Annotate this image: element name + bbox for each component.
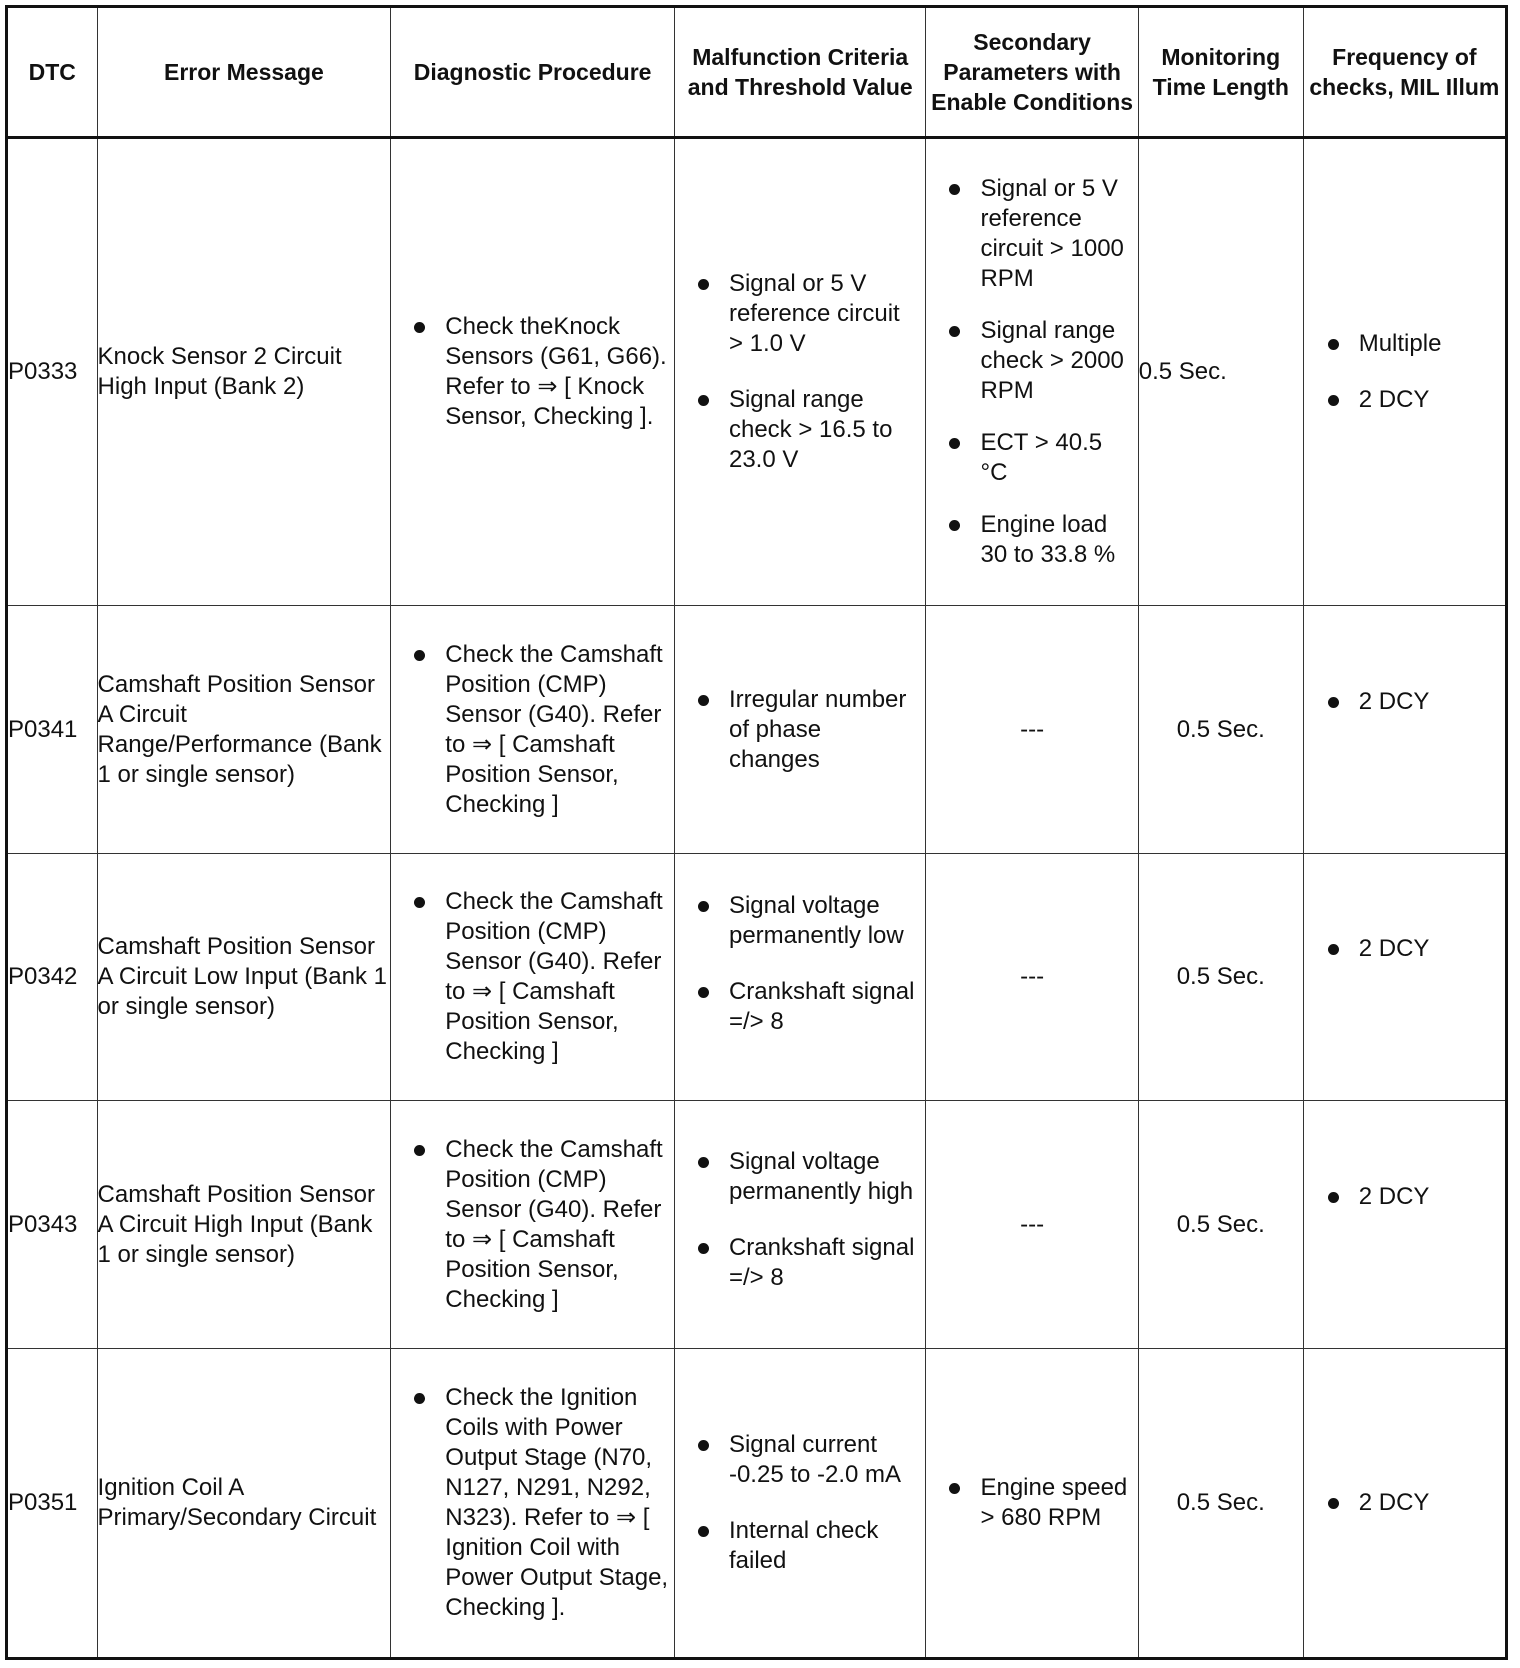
secondary-parameters: ---: [926, 1101, 1138, 1349]
secondary-item: Engine load 30 to 33.8 %: [926, 510, 1137, 570]
criteria-item: Irregular number of phase changes: [675, 685, 926, 775]
frequency: [1303, 606, 1506, 854]
malfunction-criteria: [674, 854, 926, 1101]
table-row: [7, 606, 1507, 854]
error-message: Camshaft Position Sensor A Circuit Range/Performance (Bank 1 or single sensor): [97, 606, 391, 854]
error-message: Camshaft Position Sensor A Circuit High Input (Bank 1 or single sensor): [97, 1101, 391, 1349]
dtc-code: P0333: [7, 138, 98, 606]
monitoring-time: 0.5 Sec.: [1138, 138, 1303, 606]
header-row: [7, 7, 1507, 138]
procedure-item: Check theKnock Sensors (G61, G66). Refer to ⇒ [ Knock Sensor, Checking ].: [391, 312, 674, 432]
dtc-code: P0342: [7, 854, 98, 1101]
secondary-item: Signal range check > 2000 RPM: [926, 316, 1137, 406]
secondary-parameters: ---: [926, 606, 1138, 854]
criteria-item: Signal current -0.25 to -2.0 mA: [675, 1430, 926, 1490]
diagnostic-procedure: [391, 1349, 675, 1659]
frequency-item: 2 DCY: [1304, 934, 1505, 964]
procedure-item: Check the Camshaft Position (CMP) Sensor (G40). Refer to ⇒ [ Camshaft Position Sensor, Checking ]: [391, 1135, 674, 1315]
header-frequency: Frequency of checks, MIL Illum: [1303, 7, 1506, 138]
table-row: [7, 1101, 1507, 1349]
dtc-code: P0341: [7, 606, 98, 854]
error-message: Ignition Coil A Primary/Secondary Circuit: [97, 1349, 391, 1659]
procedure-item: Check the Camshaft Position (CMP) Sensor (G40). Refer to ⇒ [ Camshaft Position Sensor, Checking ]: [391, 640, 674, 820]
criteria-item: Signal range check > 16.5 to 23.0 V: [675, 385, 926, 475]
frequency-item: 2 DCY: [1304, 1488, 1505, 1518]
table-row: [7, 138, 1507, 606]
frequency-item: 2 DCY: [1304, 687, 1505, 717]
malfunction-criteria: [674, 1101, 926, 1349]
error-message: Knock Sensor 2 Circuit High Input (Bank 2): [97, 138, 391, 606]
monitoring-time: 0.5 Sec.: [1138, 1349, 1303, 1659]
criteria-item: Crankshaft signal =/> 8: [675, 977, 926, 1037]
table-row: [7, 854, 1507, 1101]
diagnostic-procedure: [391, 1101, 675, 1349]
dtc-code: P0351: [7, 1349, 98, 1659]
malfunction-criteria: [674, 1349, 926, 1659]
diagnostic-procedure: [391, 606, 675, 854]
criteria-item: Signal or 5 V reference circuit > 1.0 V: [675, 269, 926, 359]
dtc-code: P0343: [7, 1101, 98, 1349]
monitoring-time: 0.5 Sec.: [1138, 606, 1303, 854]
diagnostic-procedure: [391, 854, 675, 1101]
criteria-item: Internal check failed: [675, 1516, 926, 1576]
table-row: [7, 1349, 1507, 1659]
malfunction-criteria: [674, 138, 926, 606]
header-diagnostic-procedure: Diagnostic Procedure: [391, 7, 675, 138]
procedure-item: Check the Ignition Coils with Power Output Stage (N70, N127, N291, N292, N323). Refer to ⇒ [ Ignition Coil with Power Output Stage, Checking ].: [391, 1383, 674, 1623]
header-error-message: Error Message: [97, 7, 391, 138]
secondary-parameters: ---: [926, 854, 1138, 1101]
secondary-item: Signal or 5 V reference circuit > 1000 RPM: [926, 174, 1137, 294]
frequency-item: 2 DCY: [1304, 385, 1505, 415]
diagnostic-procedure: [391, 138, 675, 606]
secondary-parameters: [926, 1349, 1138, 1659]
criteria-item: Crankshaft signal =/> 8: [675, 1233, 926, 1293]
header-monitoring-time: Monitoring Time Length: [1138, 7, 1303, 138]
monitoring-time: 0.5 Sec.: [1138, 854, 1303, 1101]
malfunction-criteria: [674, 606, 926, 854]
secondary-parameters: [926, 138, 1138, 606]
header-dtc: DTC: [7, 7, 98, 138]
frequency: [1303, 138, 1506, 606]
monitoring-time: 0.5 Sec.: [1138, 1101, 1303, 1349]
procedure-item: Check the Camshaft Position (CMP) Sensor (G40). Refer to ⇒ [ Camshaft Position Sensor, Checking ]: [391, 887, 674, 1067]
frequency: [1303, 1101, 1506, 1349]
header-secondary-parameters: Secondary Parameters with Enable Conditions: [926, 7, 1138, 138]
frequency-item: 2 DCY: [1304, 1182, 1505, 1212]
secondary-item: ECT > 40.5 °C: [926, 428, 1137, 488]
frequency: [1303, 1349, 1506, 1659]
error-message: Camshaft Position Sensor A Circuit Low Input (Bank 1 or single sensor): [97, 854, 391, 1101]
header-malfunction-criteria: Malfunction Criteria and Threshold Value: [674, 7, 926, 138]
secondary-item: Engine speed > 680 RPM: [926, 1473, 1137, 1533]
frequency: [1303, 854, 1506, 1101]
criteria-item: Signal voltage permanently low: [675, 891, 926, 951]
frequency-item: Multiple: [1304, 329, 1505, 359]
dtc-table: [5, 5, 1508, 1660]
criteria-item: Signal voltage permanently high: [675, 1147, 926, 1207]
